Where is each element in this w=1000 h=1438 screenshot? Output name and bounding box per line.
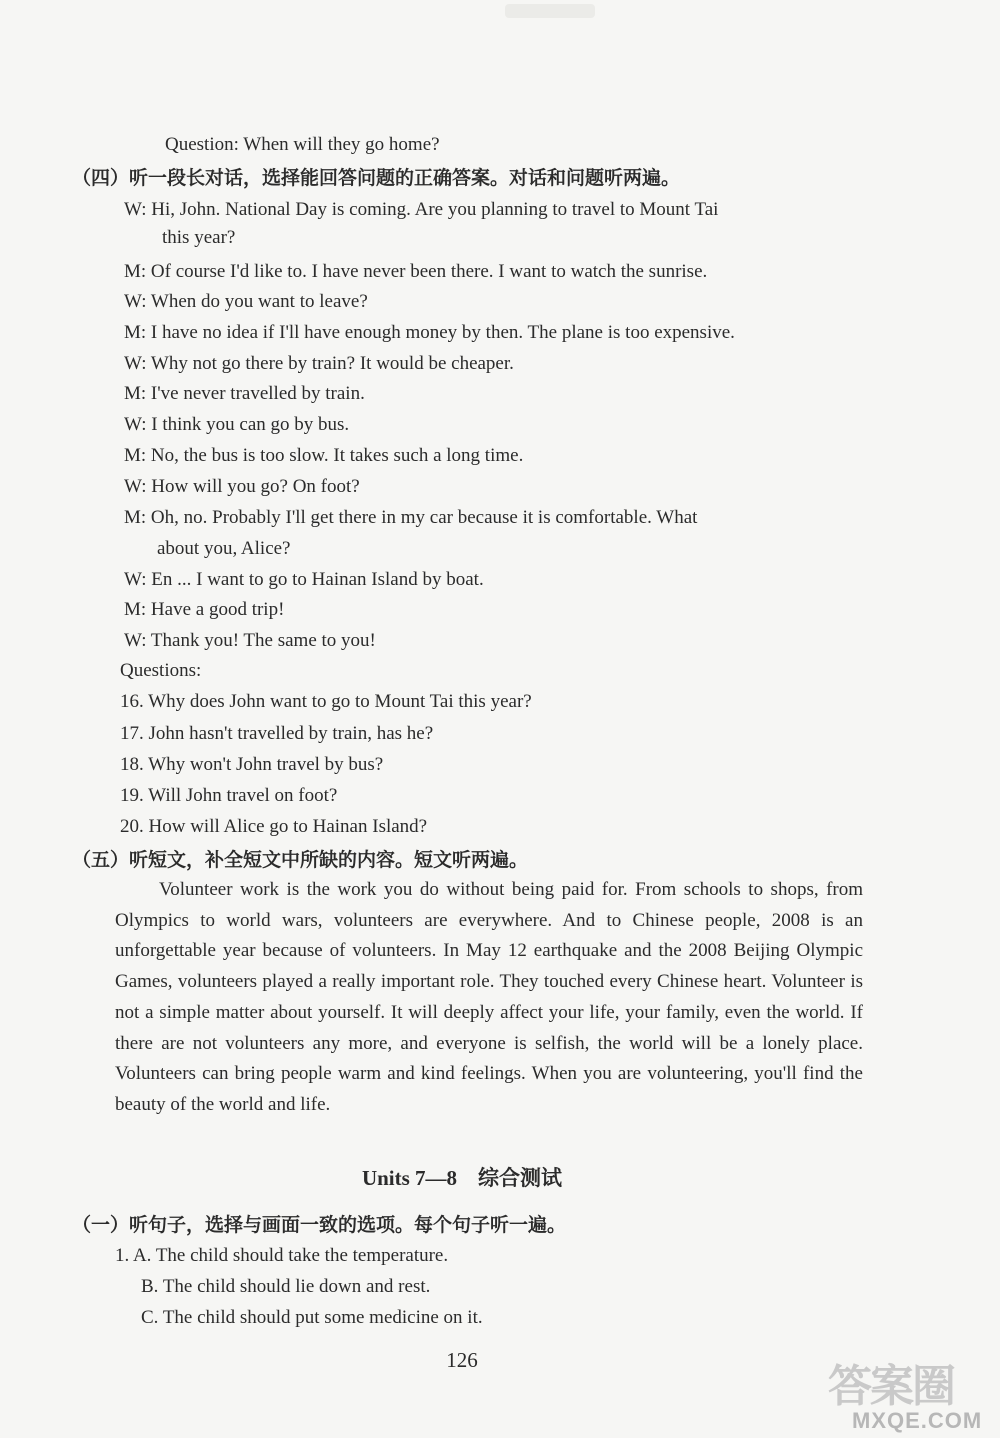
dialogue-line: W: When do you want to leave?	[124, 291, 368, 312]
section-4-heading: （四）听一段长对话，选择能回答问题的正确答案。对话和问题听两遍。	[72, 167, 681, 189]
watermark-logo: 答案圈	[828, 1361, 954, 1412]
dialogue-line: M: I've never travelled by train.	[124, 383, 365, 404]
option-item: C. The child should put some medicine on it.	[141, 1307, 483, 1328]
unit-title: Units 7—8 综合测试	[361, 1166, 563, 1190]
questions-label: Questions:	[120, 660, 202, 681]
dialogue-line: W: Thank you! The same to you!	[124, 630, 376, 651]
dialogue-line: M: No, the bus is too slow. It takes such a long time.	[124, 445, 524, 466]
option-item: B. The child should lie down and rest.	[141, 1276, 431, 1297]
page-number: 126	[446, 1348, 478, 1372]
dialogue-line: W: I think you can go by bus.	[124, 414, 350, 435]
dialogue-line: W: En ... I want to go to Hainan Island by boat.	[124, 569, 484, 590]
question-item: 18. Why won't John travel by bus?	[120, 754, 384, 775]
section-5-passage: Volunteer work is the work you do without being paid for. From schools to shops, from Olympics to world wars, volunteers are everywhere. And to Chinese people, 2008 is an unforgettable year because of volunteers. In May 12 earthquake and the 2008 Beijing Olympic Games, volunteers played a really important role. They touched every Chinese heart. Volunteer is not a simple matter about yourself. It will deeply affect your life, your family, even the world. If there are not volunteers any more, and everyone is selfish, the world will be a lonely place. Volunteers can bring people warm and kind feelings. When you are volunteering, you'll find the beauty of the world and life.	[115, 879, 863, 1115]
dialogue-line: M: I have no idea if I'll have enough money by then. The plane is too expensive.	[124, 322, 735, 343]
dialogue-line: about you, Alice?	[157, 538, 291, 559]
dialogue-line: W: Hi, John. National Day is coming. Are you planning to travel to Mount Tai	[124, 199, 719, 220]
scan-smudge	[505, 4, 595, 18]
section-1-heading: （一）听句子，选择与画面一致的选项。每个句子听一遍。	[72, 1214, 567, 1236]
section-5-heading: （五）听短文，补全短文中所缺的内容。短文听两遍。	[72, 849, 529, 871]
dialogue-line: M: Oh, no. Probably I'll get there in my car because it is comfortable. What	[124, 507, 698, 528]
dialogue-line: this year?	[162, 227, 236, 248]
top-question: Question: When will they go home?	[165, 134, 440, 155]
question-item: 20. How will Alice go to Hainan Island?	[120, 816, 428, 837]
question-item: 17. John hasn't travelled by train, has he?	[120, 723, 434, 744]
dialogue-line: M: Have a good trip!	[124, 599, 285, 620]
dialogue-line: M: Of course I'd like to. I have never been there. I want to watch the sunrise.	[124, 261, 708, 282]
question-item: 16. Why does John want to go to Mount Tai this year?	[120, 691, 532, 712]
question-item: 19. Will John travel on foot?	[120, 785, 338, 806]
option-item: 1. A. The child should take the temperature.	[115, 1245, 449, 1266]
dialogue-line: W: How will you go? On foot?	[124, 476, 360, 497]
watermark-site: MXQE.COM	[852, 1408, 983, 1433]
dialogue-line: W: Why not go there by train? It would be cheaper.	[124, 353, 514, 374]
